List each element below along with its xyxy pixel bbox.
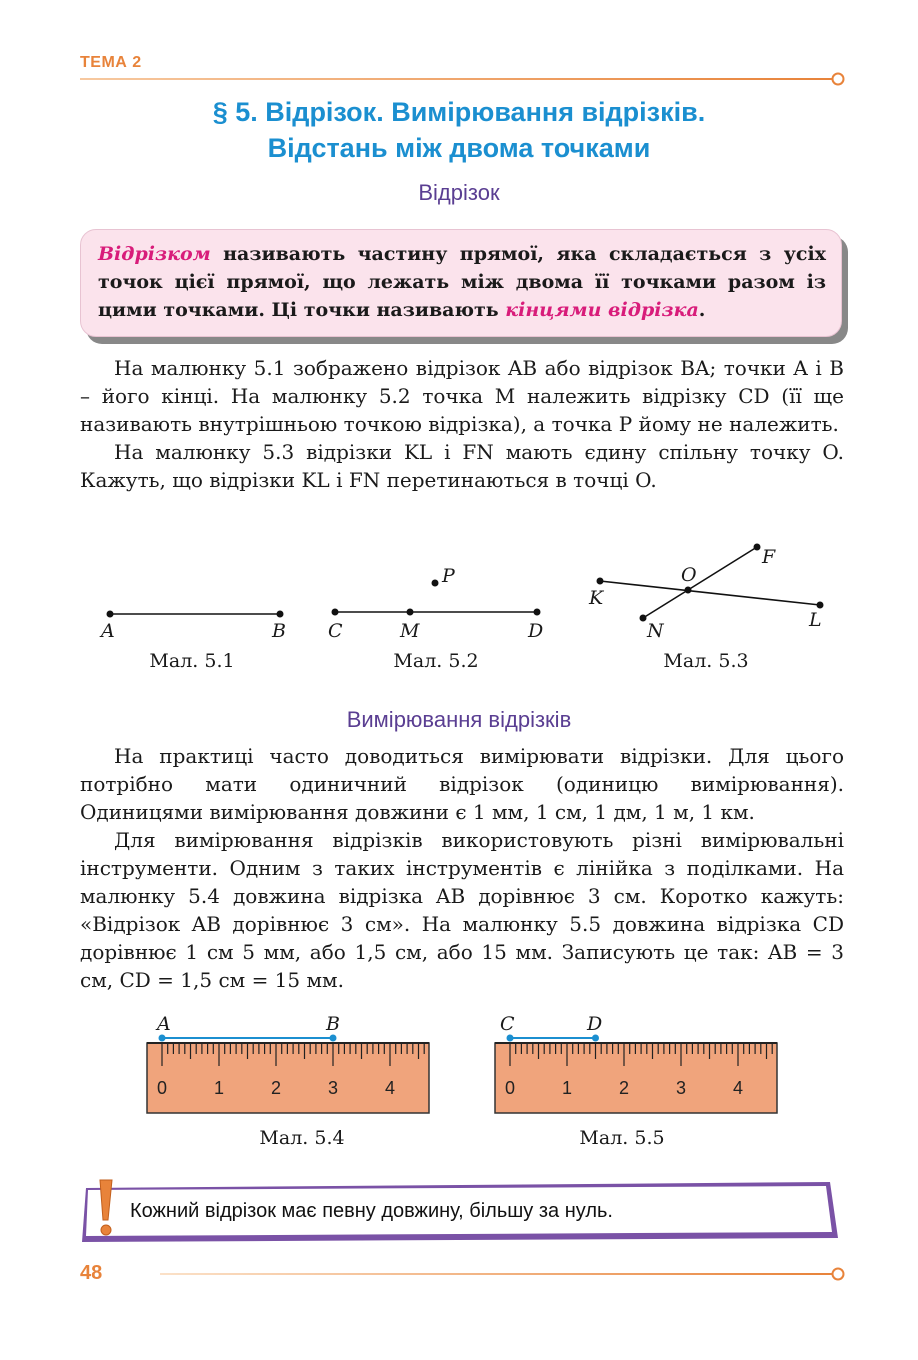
definition-end: . bbox=[698, 299, 706, 321]
point-label: D bbox=[528, 620, 544, 642]
page-title-line2: Відстань між двома точками bbox=[267, 133, 651, 163]
ruler-number: 4 bbox=[384, 1078, 396, 1098]
definition-body: називають частину прямої, яка складається з усіх точок цієї прямої, що лежать між двома її точками разом із цими точками. Ці точки називають bbox=[98, 243, 826, 321]
section-heading-measuring: Вимірювання відрізків bbox=[346, 707, 572, 732]
segment-endpoint bbox=[592, 1035, 599, 1042]
point-label: C bbox=[328, 620, 343, 642]
ruler-number: 0 bbox=[156, 1078, 168, 1098]
page-title-line1: § 5. Відрізок. Вимірювання відрізків. bbox=[212, 97, 706, 127]
segment-endpoint bbox=[330, 1035, 337, 1042]
point-label: B bbox=[272, 620, 286, 642]
point-label: D bbox=[587, 1013, 603, 1035]
figure-caption: Мал. 5.4 bbox=[259, 1127, 345, 1149]
figure-5-5-ruler bbox=[494, 1010, 784, 1120]
figure-caption: Мал. 5.3 bbox=[663, 650, 749, 672]
point-label: P bbox=[442, 565, 455, 587]
ruler-number: 2 bbox=[618, 1078, 630, 1098]
section-heading-segment: Відрізок bbox=[418, 180, 500, 205]
figure-5-2 bbox=[332, 580, 541, 616]
footer-rule bbox=[0, 1262, 918, 1286]
paragraph-fig51-52: На малюнку 5.1 зображено відрізок AB або відрізок BA; точки A і B – його кінці. На малюнку 5.2 точка M належить відрізку CD (її ще називають внутрішньою точкою відрізка), а точка P йому не належить. bbox=[80, 356, 844, 436]
paragraph-segment-intro bbox=[80, 354, 844, 494]
figure-5-3 bbox=[597, 544, 824, 622]
figure-5-1 bbox=[107, 611, 284, 618]
point-label: N bbox=[647, 620, 664, 642]
point-label: C bbox=[500, 1013, 515, 1035]
segment-endpoint bbox=[159, 1035, 166, 1042]
point-label: F bbox=[762, 546, 776, 568]
ruler-number: 1 bbox=[213, 1078, 225, 1098]
ruler-number: 2 bbox=[270, 1078, 282, 1098]
point-label: L bbox=[809, 609, 822, 631]
point-label: M bbox=[400, 620, 420, 642]
definition-term-ends: кінцями відрізка bbox=[505, 299, 699, 321]
segment-endpoint bbox=[507, 1035, 514, 1042]
paragraph-unit-segment: На практиці часто доводиться вимірювати відрізки. Для цього потрібно мати одиничний відрізок (одиницю вимірювання). Одиницями вимірювання довжини є 1 мм, 1 см, 1 дм, 1 м, 1 км. bbox=[80, 744, 844, 824]
note-text: Кожний відрізок має певну довжину, більшу за нуль. bbox=[130, 1200, 613, 1222]
paragraph-fig53: На малюнку 5.3 відрізки KL і FN мають єдину спільну точку O. Кажуть, що відрізки KL і FN перетинаються в точці O. bbox=[80, 440, 844, 492]
ruler-number: 4 bbox=[732, 1078, 744, 1098]
page-number: 48 bbox=[80, 1262, 103, 1284]
point-label: A bbox=[157, 1013, 171, 1035]
paragraph-measuring bbox=[80, 742, 844, 994]
figure-5-4-ruler bbox=[146, 1010, 436, 1120]
paragraph-ruler: Для вимірювання відрізків використовують різні вимірювальні інструменти. Одним з таких інструментів є лінійка з поділками. На малюнку 5.4 довжина відрізка AB дорівнює 3 см. Коротко кажуть: «Відрізок AB дорівнює 3 см». На малюнку 5.5 довжина відрізка CD дорівнює 1 см 5 мм, або 1,5 см, або 15 мм. Записують це так: AB = 3 см, CD = 1,5 см = 15 мм. bbox=[80, 828, 844, 992]
ruler-number: 0 bbox=[504, 1078, 516, 1098]
figure-caption: Мал. 5.5 bbox=[579, 1127, 665, 1149]
point-label: K bbox=[589, 587, 604, 609]
definition-text bbox=[98, 240, 826, 324]
figure-caption: Мал. 5.1 bbox=[149, 650, 235, 672]
point-label: B bbox=[326, 1013, 340, 1035]
ruler-number: 3 bbox=[675, 1078, 687, 1098]
point-label: O bbox=[681, 564, 697, 586]
header-rule bbox=[0, 0, 918, 90]
definition-term: Відрізком bbox=[98, 243, 211, 265]
ruler-number: 3 bbox=[327, 1078, 339, 1098]
ruler-number: 1 bbox=[561, 1078, 573, 1098]
point-label: A bbox=[101, 620, 115, 642]
topic-label: ТЕМА 2 bbox=[80, 54, 142, 71]
figure-caption: Мал. 5.2 bbox=[393, 650, 479, 672]
